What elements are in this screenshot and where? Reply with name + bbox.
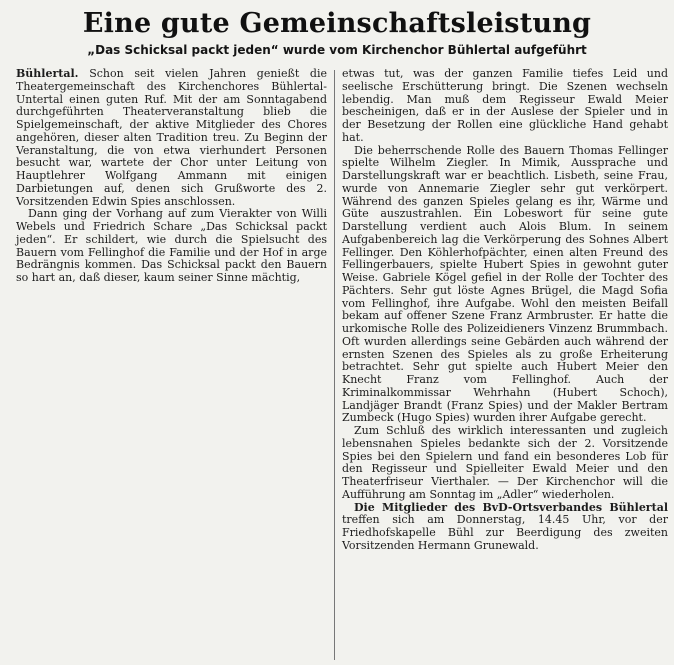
paragraph: etwas tut, was der ganzen Familie tiefes Leid und seelische Erschütterung bringt. Die Szenen wechseln lebendig. Man muß dem Regisseur Ewald Meier bescheinigen, daß er in der Auslese der Spieler und in der Besetzung der Rollen eine glückliche Hand gehabt hat. [342,67,668,144]
left-column [16,68,327,285]
paragraph: Zum Schluß des wirklich interessanten und zugleich lebensnahen Spieles bedankte sich der 2. Vorsitzende Spies bei den Spielern und fand ein besonderes Lob für den Regisseur und Spielleiter Ewald Meier und den Theaterfriseur Vierthaler. — Der Kirchenchor will die Aufführung am Sonntag im „Adler“ wiederholen. [342,424,668,501]
subheadline: „Das Schicksal packt jeden“ wurde vom Kirchenchor Bühlertal aufgeführt [87,43,587,57]
headline: Eine gute Gemeinschaftsleistung [82,8,592,39]
dateline: Bühlertal. [16,67,79,80]
notice-lead: Die Mitglieder des BvD-Ortsverbandes Bühlertal [354,500,668,514]
column-divider [334,70,335,660]
notice-text: treffen sich am Donnerstag, 14.45 Uhr, vor der Friedhofskapelle Bühl zur Beerdigung des zweiten Vorsitzenden Hermann Grunewald. [342,513,668,552]
paragraph: Dann ging der Vorhang auf zum Vierakter von Willi Webels und Friedrich Schare „Das Schicksal packt jeden“. Er schildert, wie durch die Spielsucht des Bauern vom Fellinghof die Familie und der Hof in arge Bedrängnis kommen. Das Schicksal packt den Bauern so hart an, daß dieser, kaum seiner Sinne mächtig, [16,207,327,284]
paragraph: Die beherrschende Rolle des Bauern Thomas Fellinger spielte Wilhelm Ziegler. In Mimik, Aussprache und Darstellungskraft war er beachtlich. Lisbeth, seine Frau, wurde von Annemarie Ziegler sehr gut verkörpert. Während des ganzen Spieles gelang es ihr, Wärme und Güte auszustrahlen. Ein Lobeswort für seine gute Darstellung verdient auch Alois Blum. In seinem Aufgabenbereich lag die Verkörperung des Sohnes Albert Fellinger. Den Köhlerhofpächter, einen alten Freund des Fellingerbauers, spielte Hubert Spies in gewohnt guter Weise. Gabriele Kögel gefiel in der Rolle der Tochter des Pächters. Sehr gut löste Agnes Brügel, die Magd Sofia vom Fellinghof, ihre Aufgabe. Wohl den meisten Beifall bekam auf offener Szene Franz Armbruster. Er hatte die urkomische Rolle des Polizeidieners Vinzenz Brummbach. Oft wurden allerdings seine Gebärden auch während der ernsten Szenen des Spieles als zu große Erheiterung betrachtet. Sehr gut spielte auch Hubert Meier den Knecht Franz vom Fellinghof. Auch der Kriminalkommissar Wehrhahn (Hubert Schoch), Landjäger Brandt (Franz Spies) und der Makler Bertram Zumbeck (Hugo Spies) wurden ihrer Aufgabe gerecht. [342,143,668,425]
paragraph [16,68,327,208]
notice [342,502,668,553]
paragraph-text: Schon seit vielen Jahren genießt die Theatergemeinschaft des Kirchenchores Bühlertal-Untertal einen guten Ruf. Mit der am Sonntagabend durchgeführten Theaterveranstaltung blieb die Spielgemeinschaft, der aktive Mitglieder des Chores angehören, dieser alten Tradition treu. Zu Beginn der Veranstaltung, die von etwa vierhundert Personen besucht war, wartete der Chor unter Leitung von Hauptlehrer Wolfgang Ammann mit einigen Darbietungen auf, denen sich Grußworte des 2. Vorsitzenden Edwin Spies anschlossen. [16,67,328,208]
right-column [342,68,668,553]
